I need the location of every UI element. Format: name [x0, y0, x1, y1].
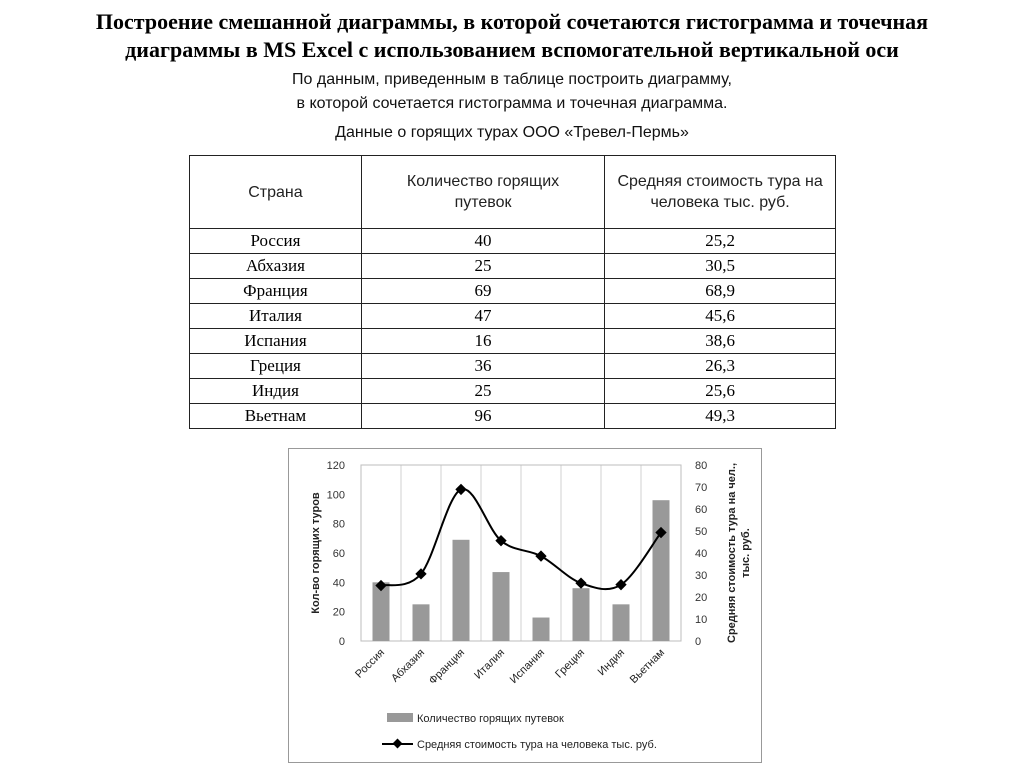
- cell-price: 25,2: [605, 229, 836, 254]
- table-row: [190, 354, 836, 379]
- y-tick-label: 20: [332, 606, 345, 619]
- cell-country: Вьетнам: [190, 404, 362, 429]
- x-tick-label: Испания: [507, 646, 548, 686]
- cell-country: Россия: [190, 229, 362, 254]
- bar-mark: [413, 604, 430, 641]
- bar-mark: [573, 588, 590, 641]
- y2-tick-label: 20: [695, 592, 708, 604]
- y2-tick-label: 0: [695, 636, 702, 648]
- cell-price: 38,6: [605, 329, 836, 354]
- task-line-1: По данным, приведенным в таблице построить диаграмму,: [292, 71, 732, 88]
- cell-count: 25: [361, 254, 604, 279]
- table-row: [190, 254, 836, 279]
- x-tick-label: Греция: [553, 646, 588, 681]
- cell-price: 30,5: [605, 254, 836, 279]
- y-tick-label: 80: [332, 518, 345, 531]
- tours-table: [189, 155, 836, 429]
- y2-tick-label: 70: [695, 482, 708, 494]
- x-tick-label: Россия: [353, 646, 388, 681]
- y2-axis-title: Средняя стоимость тура на чел., тыс. руб.: [726, 463, 752, 643]
- y2-tick-label: 60: [695, 504, 708, 516]
- cell-country: Абхазия: [190, 254, 362, 279]
- bar-mark: [613, 604, 630, 641]
- header-count: Количество горящих путевок: [361, 156, 604, 229]
- title-line-1: Построение смешанной диаграммы, в которой сочетаются гистограмма и точечная: [95, 9, 929, 34]
- bar-mark: [453, 540, 470, 641]
- cell-country: Франция: [190, 279, 362, 304]
- table-row: [190, 229, 836, 254]
- x-tick-label: Вьетнам: [627, 646, 668, 686]
- y2-tick-label: 50: [695, 526, 708, 538]
- cell-count: 69: [361, 279, 604, 304]
- table-body: [190, 229, 836, 429]
- combo-chart: [288, 448, 762, 763]
- cell-price: 45,6: [605, 304, 836, 329]
- legend-line-label: Средняя стоимость тура на человека тыс. руб.: [417, 739, 657, 751]
- legend-bar-label: Количество горящих путевок: [417, 713, 564, 725]
- x-tick-label: Индия: [595, 646, 628, 679]
- cell-count: 96: [361, 404, 604, 429]
- y-tick-label: 60: [332, 548, 345, 560]
- bar-mark: [533, 618, 550, 641]
- header-price: Средняя стоимость тура на человека тыс. руб.: [605, 156, 836, 229]
- y2-tick-label: 10: [695, 614, 708, 626]
- chart-svg: [289, 449, 761, 762]
- cell-count: 16: [361, 329, 604, 354]
- cell-count: 36: [361, 354, 604, 379]
- table-row: [190, 329, 836, 354]
- cell-price: 25,6: [605, 379, 836, 404]
- table-caption: Данные о горящих турах ООО «Тревел-Пермь»: [335, 124, 689, 141]
- y-tick-label: 100: [326, 489, 345, 502]
- cell-count: 47: [361, 304, 604, 329]
- x-tick-label: Абхазия: [389, 646, 428, 685]
- line-point: [535, 550, 546, 561]
- y2-tick-label: 80: [695, 460, 708, 472]
- y-tick-label: 0: [338, 636, 345, 648]
- cell-country: Индия: [190, 379, 362, 404]
- cell-country: Испания: [190, 329, 362, 354]
- x-tick-label: Италия: [472, 646, 508, 682]
- legend-bar-swatch: [387, 713, 413, 722]
- cell-count: 40: [361, 229, 604, 254]
- title-line-2: диаграммы в MS Excel с использованием вспомогательной вертикальной оси: [125, 37, 899, 62]
- y-tick-label: 120: [326, 460, 345, 472]
- table-row: [190, 279, 836, 304]
- task-description: [0, 68, 1024, 116]
- bar-mark: [653, 500, 670, 641]
- bar-mark: [493, 572, 510, 641]
- cell-country: Греция: [190, 354, 362, 379]
- y-tick-label: 40: [332, 577, 345, 590]
- cell-country: Италия: [190, 304, 362, 329]
- table-header-row: [190, 156, 836, 229]
- y2-tick-label: 30: [695, 570, 708, 582]
- table-row: [190, 379, 836, 404]
- task-line-2: в которой сочетается гистограмма и точечная диаграмма.: [296, 95, 728, 112]
- header-country: Страна: [190, 156, 362, 229]
- cell-price: 26,3: [605, 354, 836, 379]
- cell-price: 68,9: [605, 279, 836, 304]
- page-title: [0, 8, 1024, 64]
- x-tick-label: Франция: [426, 646, 468, 687]
- legend-line-marker: [393, 739, 403, 749]
- y2-tick-label: 40: [695, 548, 708, 560]
- cell-count: 25: [361, 379, 604, 404]
- cell-price: 49,3: [605, 404, 836, 429]
- table-row: [190, 404, 836, 429]
- table-row: [190, 304, 836, 329]
- line-point: [575, 577, 586, 588]
- y-axis-title: Кол-во горящих туров: [310, 492, 322, 614]
